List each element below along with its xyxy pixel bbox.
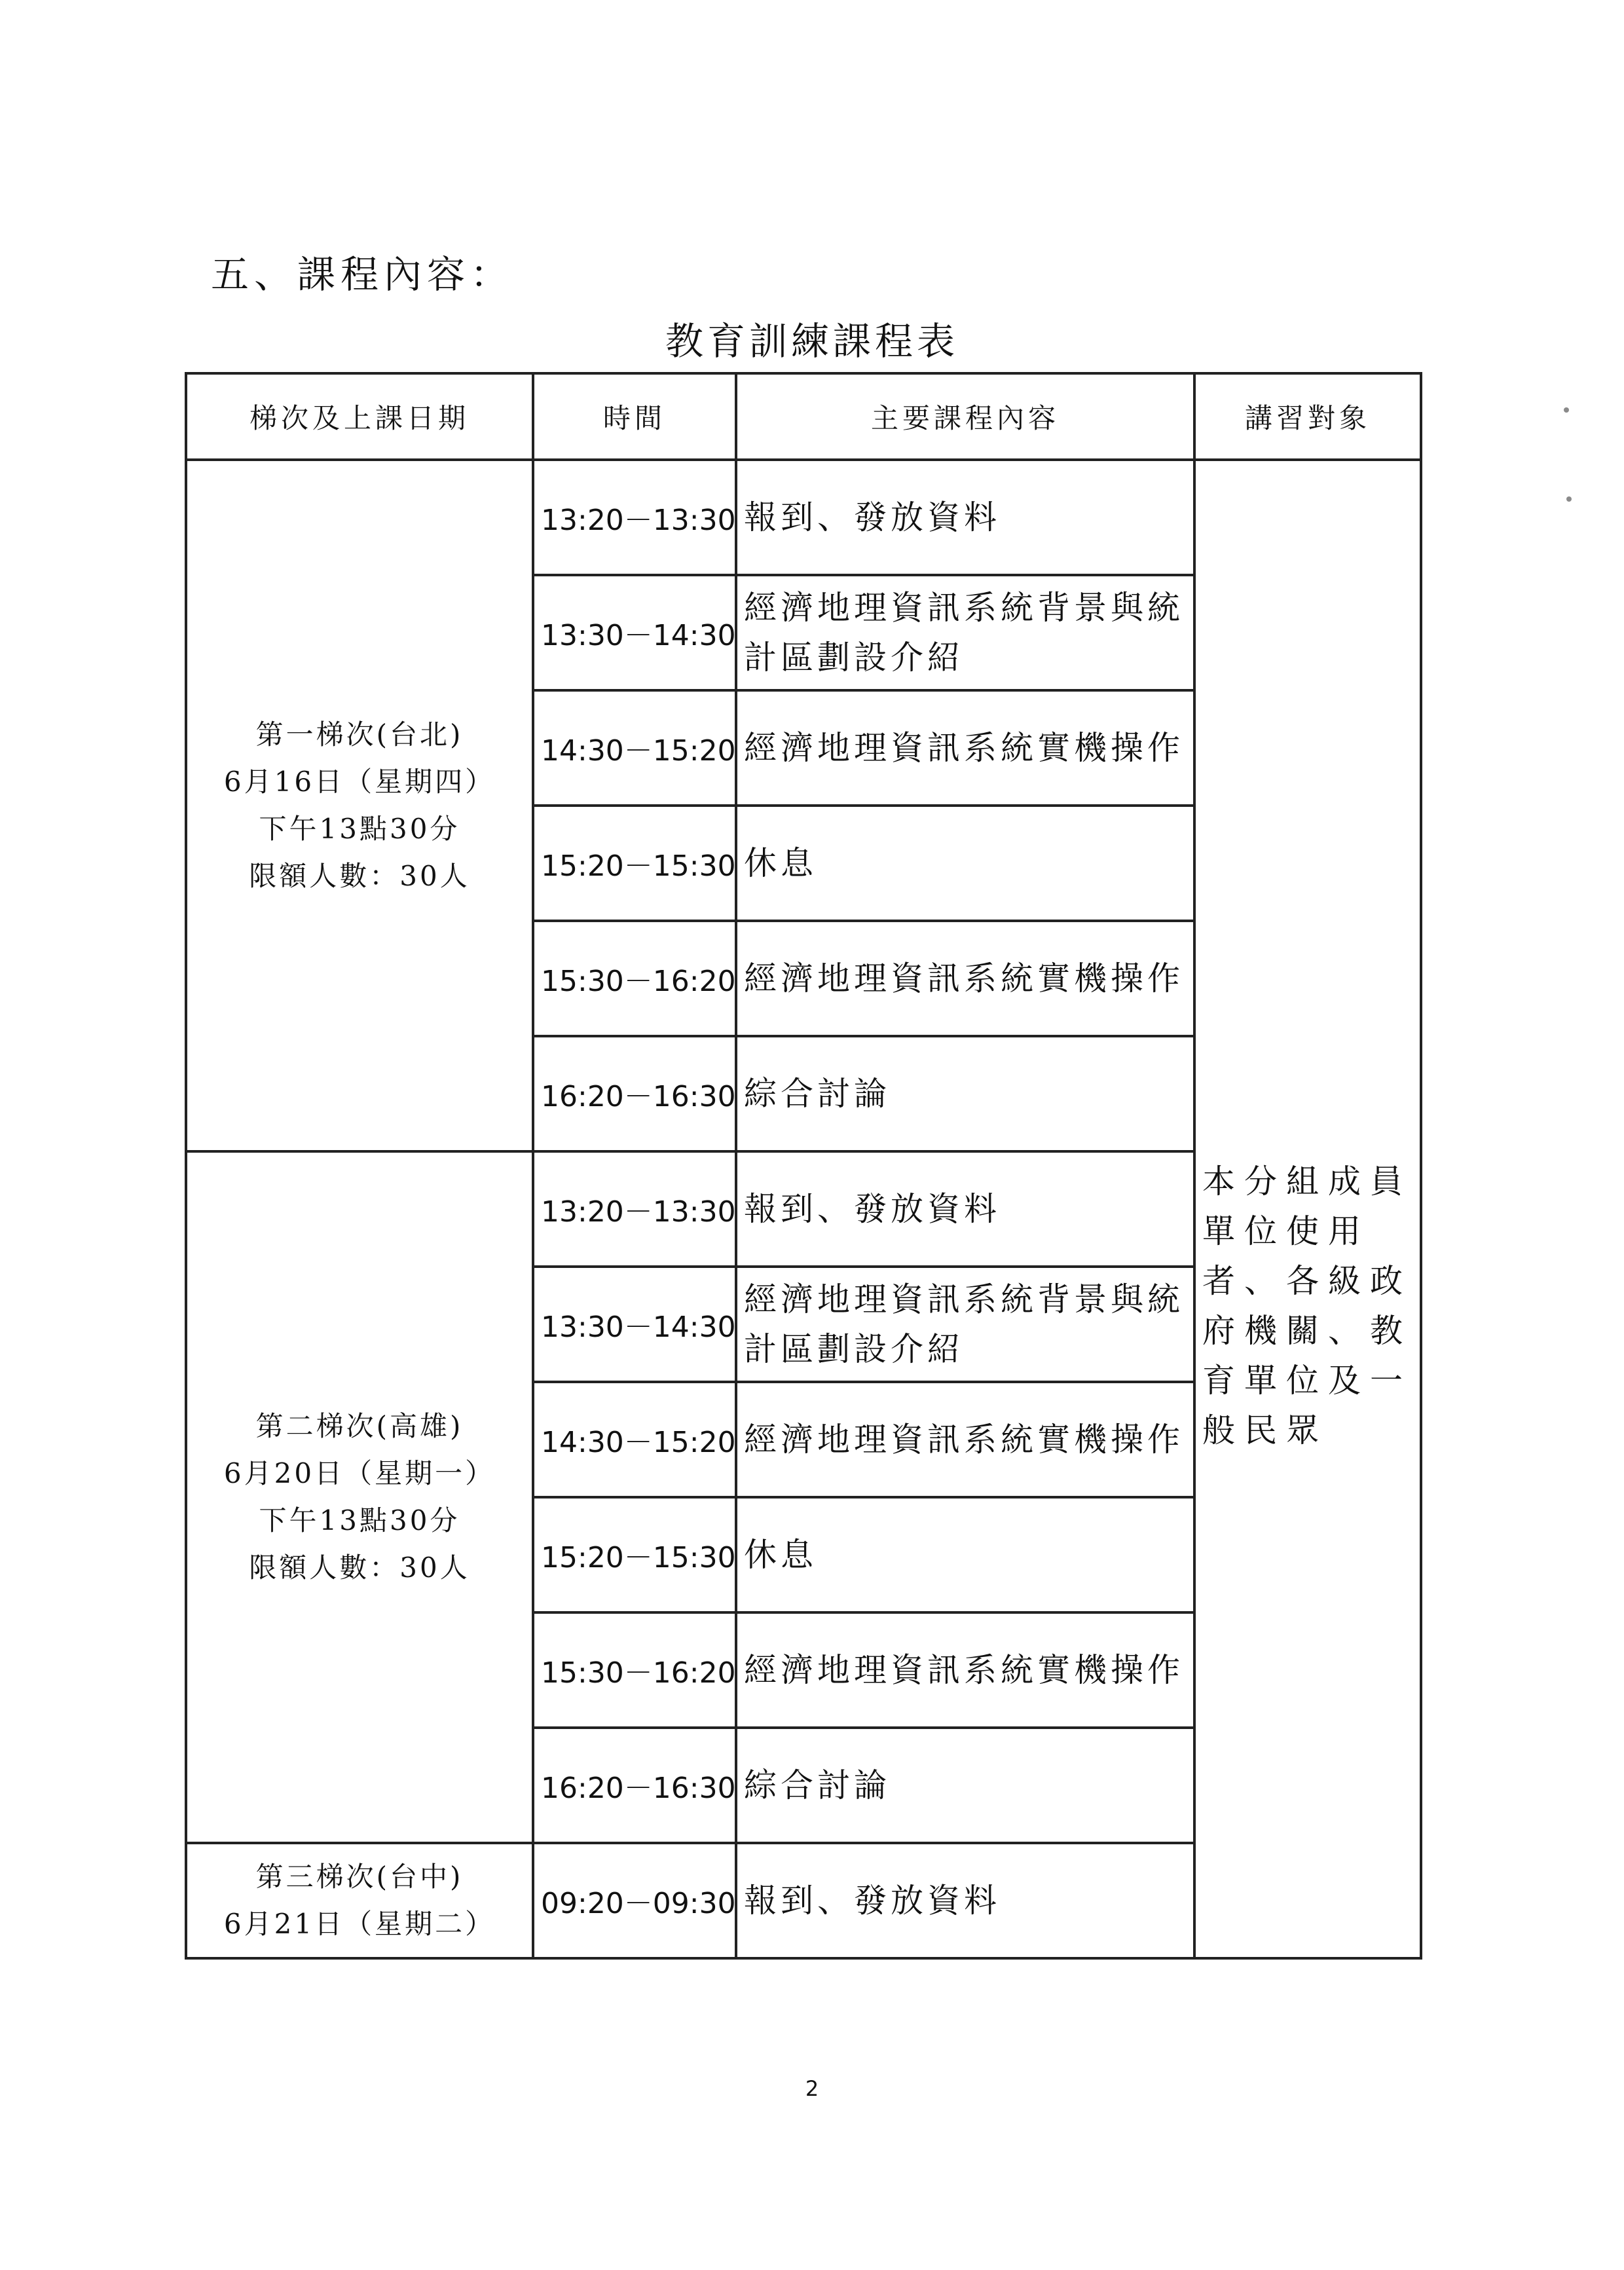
course-schedule-table	[185, 372, 1422, 1960]
scan-speck	[1566, 496, 1572, 502]
time-cell: 15:30－16:20	[533, 1612, 736, 1728]
session-quota: 限額人數：30人	[249, 860, 470, 892]
content-cell: 經濟地理資訊系統實機操作	[736, 921, 1194, 1036]
session-quota: 限額人數：30人	[249, 1552, 470, 1584]
content-cell: 休息	[736, 1497, 1194, 1612]
content-cell: 綜合討論	[736, 1728, 1194, 1843]
time-cell: 13:20－13:30	[533, 1151, 736, 1267]
content-cell: 經濟地理資訊系統實機操作	[736, 1382, 1194, 1497]
audience-text: 本分組成員單位使用者、各級政府機關、教育單位及一般民眾	[1202, 1163, 1412, 1449]
time-cell: 13:20－13:30	[533, 460, 736, 575]
session-name: 第二梯次(高雄)	[255, 1410, 464, 1442]
time-cell: 15:20－15:30	[533, 1497, 736, 1612]
table-header-row	[186, 373, 1421, 460]
column-header-session: 梯次及上課日期	[186, 373, 533, 460]
content-cell: 休息	[736, 806, 1194, 921]
session-cell	[186, 1843, 533, 1958]
content-cell: 報到、發放資料	[736, 1843, 1194, 1958]
session-cell	[186, 1151, 533, 1843]
column-header-audience: 講習對象	[1194, 373, 1421, 460]
content-cell: 經濟地理資訊系統背景與統計區劃設介紹	[736, 575, 1194, 690]
time-cell: 16:20－16:30	[533, 1036, 736, 1151]
session-name: 第三梯次(台中)	[255, 1861, 464, 1893]
time-cell: 13:30－14:30	[533, 575, 736, 690]
session-date: 6月21日（星期二）	[223, 1908, 496, 1940]
time-cell: 15:20－15:30	[533, 806, 736, 921]
time-cell: 16:20－16:30	[533, 1728, 736, 1843]
session-start-time: 下午13點30分	[259, 813, 460, 845]
time-cell: 15:30－16:20	[533, 921, 736, 1036]
content-cell: 經濟地理資訊系統實機操作	[736, 690, 1194, 806]
table-title: 教育訓練課程表	[665, 319, 959, 363]
column-header-time: 時間	[533, 373, 736, 460]
content-cell: 綜合討論	[736, 1036, 1194, 1151]
session-date: 6月20日（星期一）	[223, 1457, 496, 1489]
time-cell: 09:20－09:30	[533, 1843, 736, 1958]
session-name: 第一梯次(台北)	[255, 718, 464, 751]
section-heading: 五、課程內容：	[211, 252, 514, 297]
session-cell	[186, 460, 533, 1151]
content-cell: 經濟地理資訊系統實機操作	[736, 1612, 1194, 1728]
time-cell: 14:30－15:20	[533, 690, 736, 806]
session-start-time: 下午13點30分	[259, 1504, 460, 1536]
content-cell: 報到、發放資料	[736, 1151, 1194, 1267]
session-date: 6月16日（星期四）	[223, 766, 496, 798]
column-header-content: 主要課程內容	[736, 373, 1194, 460]
table-row	[186, 460, 1421, 575]
content-cell: 報到、發放資料	[736, 460, 1194, 575]
time-cell: 13:30－14:30	[533, 1267, 736, 1382]
audience-cell	[1194, 460, 1421, 1958]
page-number: 2	[805, 2076, 819, 2101]
scan-speck	[1564, 407, 1569, 413]
time-cell: 14:30－15:20	[533, 1382, 736, 1497]
content-cell: 經濟地理資訊系統背景與統計區劃設介紹	[736, 1267, 1194, 1382]
